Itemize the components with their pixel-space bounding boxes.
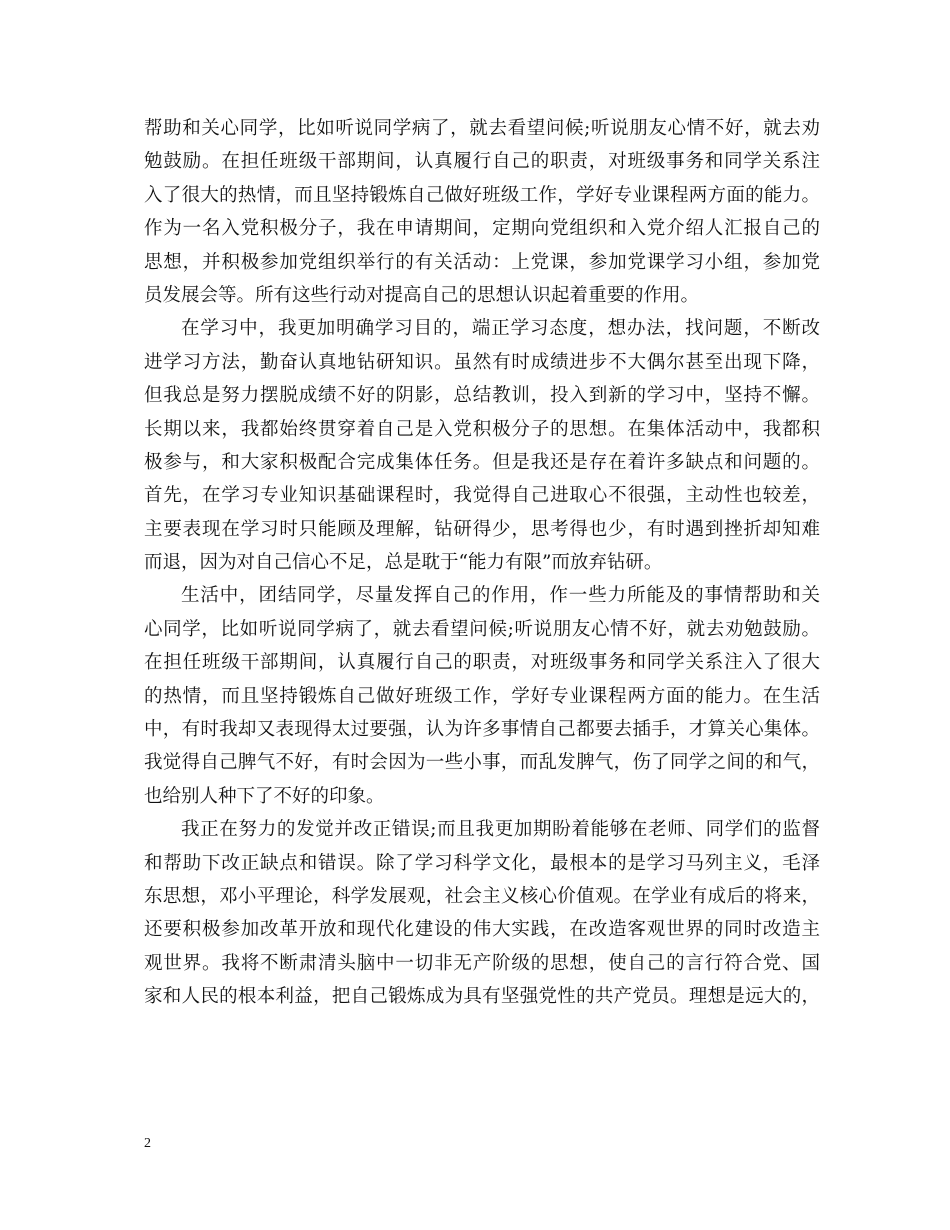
text-line: 勉鼓励。在担任班级干部期间，认真履行自己的职责，对班级事务和同学关系注 [144, 151, 820, 173]
text-line: 主要表现在学习时只能顾及理解，钻研得少，思考得也少，有时遇到挫折却知难 [144, 518, 820, 540]
text-line: 中，有时我却又表现得太过要强，认为许多事情自己都要去插手，才算关心集体。 [144, 719, 820, 741]
text-line: 但我总是努力摆脱成绩不好的阴影，总结教训，投入到新的学习中，坚持不懈。 [144, 385, 820, 407]
text-line: 在担任班级干部期间，认真履行自己的职责，对班级事务和同学关系注入了很大 [144, 652, 820, 674]
document-body [144, 112, 820, 1014]
text-line: 和帮助下改正缺点和错误。除了学习科学文化，最根本的是学习马列主义，毛泽 [144, 852, 820, 874]
text-line: 心同学，比如听说同学病了，就去看望问候;听说朋友心情不好，就去劝勉鼓励。 [144, 618, 820, 640]
text-line: 我觉得自己脾气不好，有时会因为一些小事，而乱发脾气，伤了同学之间的和气， [144, 752, 820, 774]
text-line: 入了很大的热情，而且坚持锻炼自己做好班级工作，学好专业课程两方面的能力。 [144, 184, 820, 206]
text-line: 员发展会等。所有这些行动对提高自己的思想认识起着重要的作用。 [144, 284, 700, 306]
text-line: 的热情，而且坚持锻炼自己做好班级工作，学好专业课程两方面的能力。在生活 [144, 685, 820, 707]
text-line: 帮助和关心同学，比如听说同学病了，就去看望问候;听说朋友心情不好，就去劝 [144, 118, 820, 139]
text-line: 长期以来，我都始终贯穿着自己是入党积极分子的思想。在集体活动中，我都积 [144, 418, 820, 440]
text-line: 观世界。我将不断肃清头脑中一切非无产阶级的思想，使自己的言行符合党、国 [144, 952, 820, 974]
text-line: 我正在努力的发觉并改正错误;而且我更加期盼着能够在老师、同学们的监督 [181, 819, 820, 841]
text-line: 还要积极参加改革开放和现代化建设的伟大实践，在改造客观世界的同时改造主 [144, 919, 820, 941]
text-line: 进学习方法，勤奋认真地钻研知识。虽然有时成绩进步不大偶尔甚至出现下降， [144, 351, 820, 373]
text-line: 也给别人种下了不好的印象。 [144, 785, 385, 807]
text-line: 生活中，团结同学，尽量发挥自己的作用，作一些力所能及的事情帮助和关 [181, 585, 820, 607]
text-line: 而退，因为对自己信心不足，总是耽于“能力有限”而放弃钻研。 [144, 552, 663, 574]
text-line: 首先，在学习专业知识基础课程时，我觉得自己进取心不很强，主动性也较差， [144, 485, 820, 507]
text-line: 在学习中，我更加明确学习目的，端正学习态度，想办法，找问题，不断改 [181, 318, 820, 340]
text-line: 家和人民的根本利益，把自己锻炼成为具有坚强党性的共产党员。理想是远大的， [144, 986, 820, 1008]
text-line: 作为一名入党积极分子，我在申请期间，定期向党组织和入党介绍人汇报自己的 [144, 218, 820, 240]
text-line: 极参与，和大家积极配合完成集体任务。但是我还是存在着许多缺点和问题的。 [144, 451, 820, 473]
text-line: 思想，并积极参加党组织举行的有关活动：上党课，参加党课学习小组，参加党 [144, 251, 820, 273]
text-line: 东思想，邓小平理论，科学发展观，社会主义核心价值观。在学业有成后的将来， [144, 885, 820, 907]
page-number: 2 [144, 1136, 151, 1151]
